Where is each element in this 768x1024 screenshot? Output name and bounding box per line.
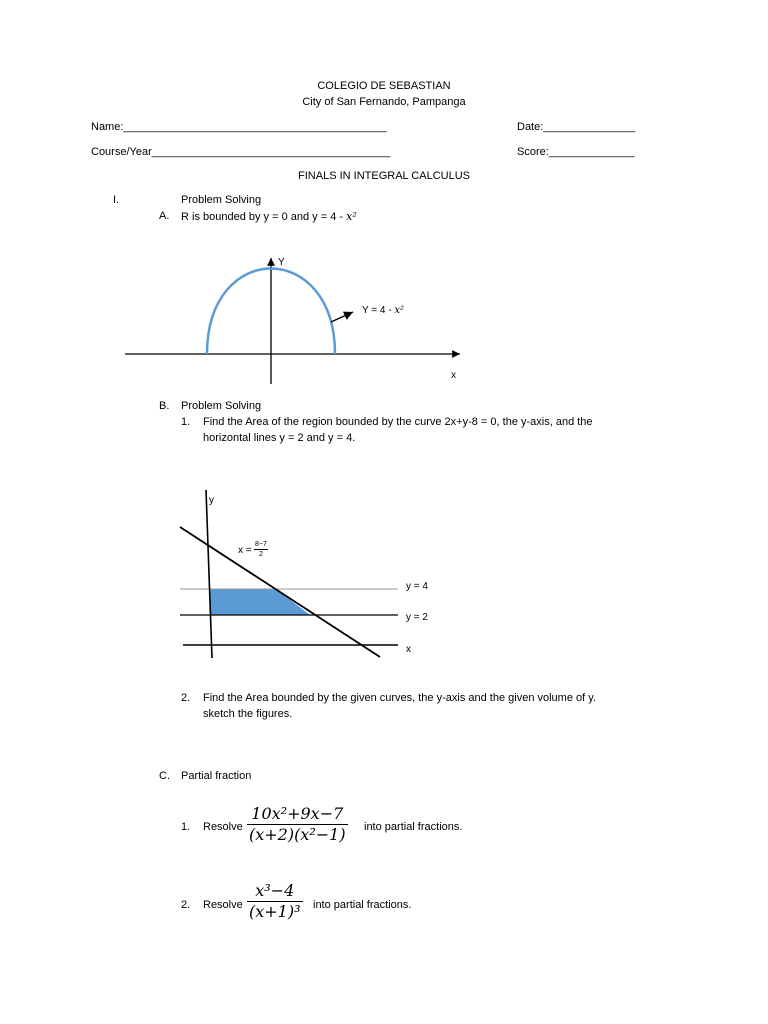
- part-a-letter: A.: [159, 210, 170, 222]
- c-q2-denominator: (x+1)³: [249, 902, 301, 921]
- q1-line1: Find the Area of the region bounded by the curve 2x+y-8 = 0, the y-axis, and the: [203, 416, 593, 428]
- school-city: City of San Fernando, Pampanga: [302, 96, 466, 108]
- part-c-letter: C.: [159, 770, 170, 782]
- graph1-y-label: Y: [278, 257, 285, 268]
- c-q1-denominator: (x+2)(x²−1): [249, 825, 346, 844]
- label-y-2: y = 2: [406, 612, 428, 623]
- x-equation-fraction: $\frac{8-7}{2}$: [255, 541, 267, 558]
- q1-line2: horizontal lines y = 2 and y = 4.: [203, 432, 356, 444]
- q2-line2: sketch the figures.: [203, 708, 293, 720]
- c-q2-fraction: [247, 881, 303, 922]
- graph2-y-label: y: [209, 495, 214, 506]
- section-title: Problem Solving: [181, 194, 262, 206]
- q2-line1: Find the Area bounded by the given curves, the y-axis and the given volume of y.: [203, 692, 596, 704]
- c-q1-numerator: 10x²+9x−7: [247, 804, 348, 825]
- graph1-x-label: x: [451, 370, 456, 381]
- part-b-title: Problem Solving: [181, 400, 262, 412]
- course-year-field: Course/Year_______________________________________: [91, 146, 391, 158]
- graph2-x-label: x: [406, 644, 411, 655]
- c-q2-number: 2.: [181, 899, 191, 911]
- c-q2-numerator: x³−4: [247, 881, 303, 902]
- c-q1-suffix: into partial fractions.: [364, 821, 463, 833]
- q2-number: 2.: [181, 692, 191, 704]
- part-b-letter: B.: [159, 400, 170, 412]
- school-name: COLEGIO DE SEBASTIAN: [317, 80, 451, 92]
- c-q1-fraction: [247, 804, 348, 845]
- c-q1-number: 1.: [181, 821, 191, 833]
- part-c-title: Partial fraction: [181, 770, 252, 782]
- part-a-text: R is bounded by y = 0 and y = 4 - x²: [181, 210, 357, 223]
- c-q2-prefix: Resolve: [203, 899, 243, 911]
- y-axis-2: [206, 490, 212, 658]
- x-equation-label: x =: [238, 545, 252, 556]
- section-number: I.: [113, 194, 120, 206]
- c-q2-suffix: into partial fractions.: [313, 899, 412, 911]
- q1-number: 1.: [181, 416, 191, 428]
- c-q1-prefix: Resolve: [203, 821, 243, 833]
- name-field: Name:___________________________________________: [91, 121, 387, 133]
- date-field: Date:_______________: [517, 121, 636, 133]
- curve-label: Y = 4 - x²: [362, 305, 404, 316]
- score-field: Score:______________: [517, 146, 635, 158]
- exam-title: FINALS IN INTEGRAL CALCULUS: [298, 170, 470, 182]
- label-y-4: y = 4: [406, 581, 428, 592]
